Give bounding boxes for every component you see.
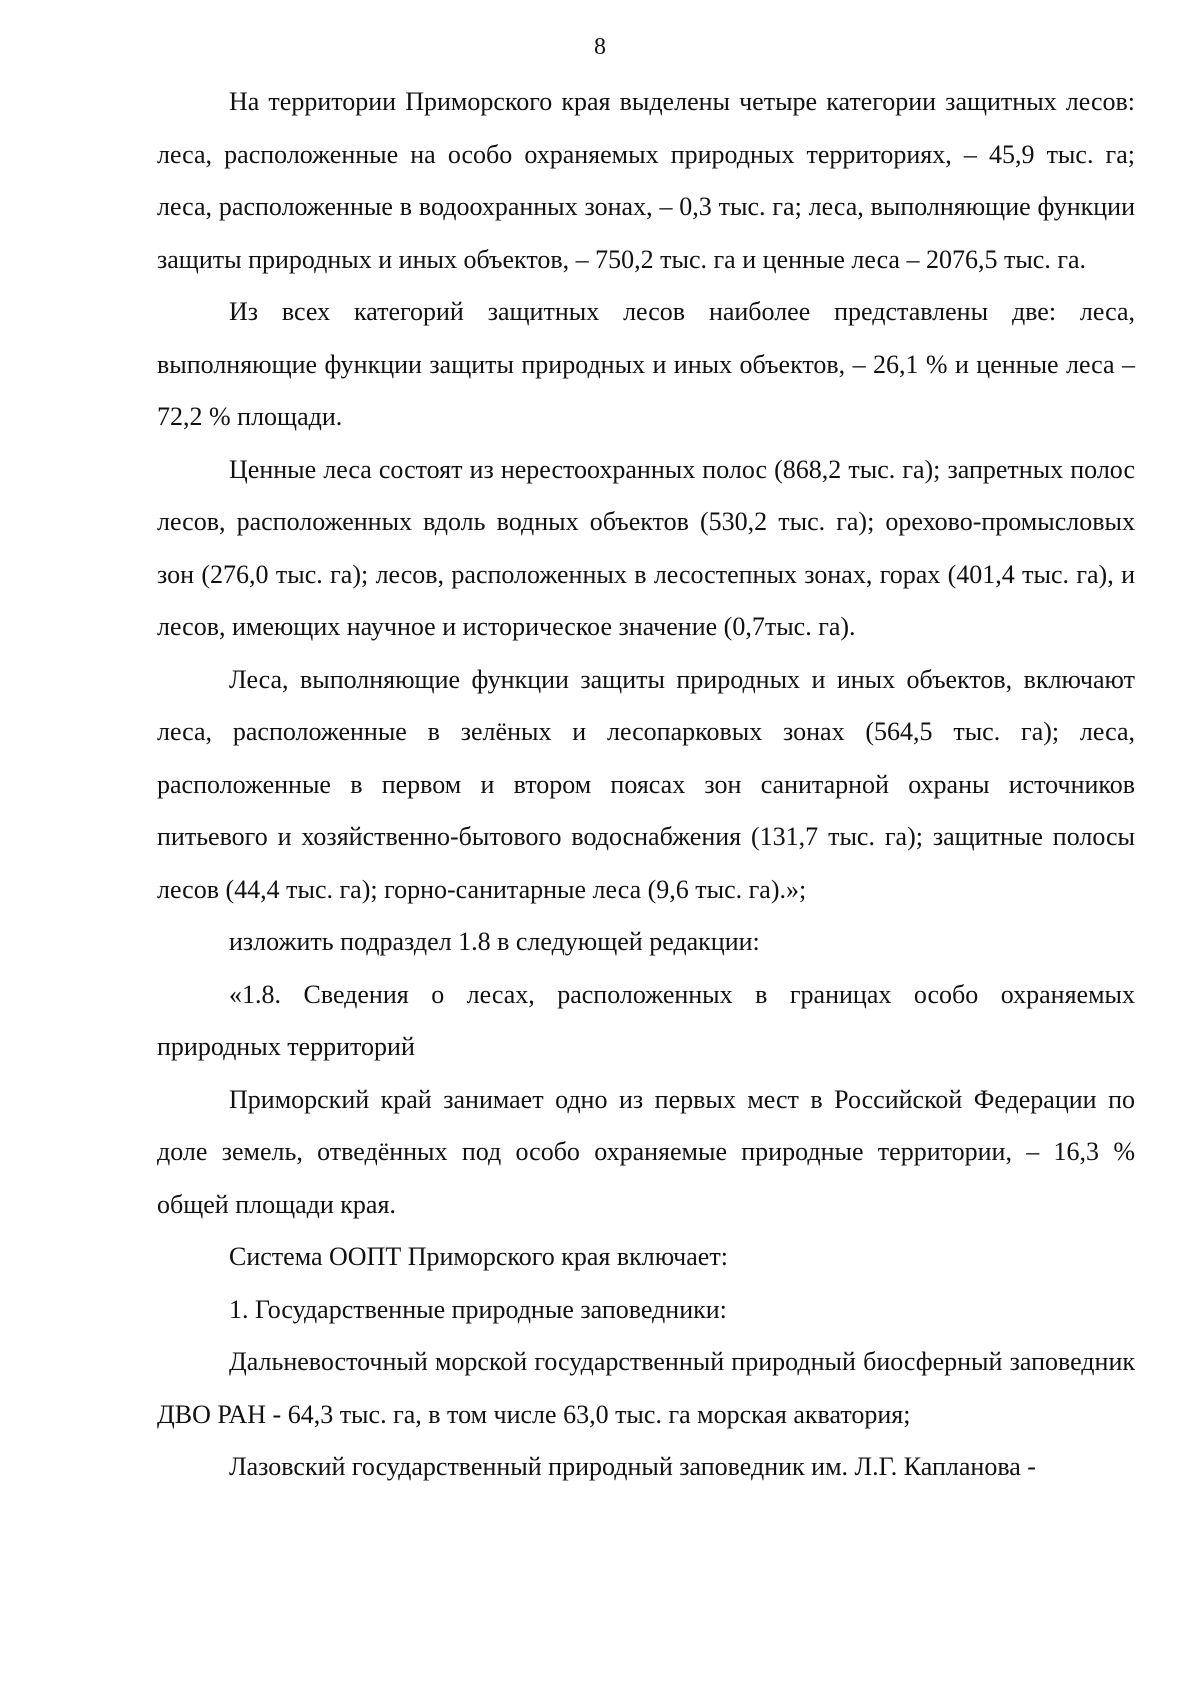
paragraph-lazovsky-reserve: Лазовский государственный природный заповедник им. Л.Г. Капланова - (229, 1452, 1036, 1481)
paragraph-system-intro: Система ООПТ Приморского края включает: (229, 1242, 728, 1271)
paragraph-protected-areas-share: Приморский край занимает одно из первых мест в Российской Федерации по доле земель, отведённых под особо охраняемые природные территории, – 16,3 % общей площади края. (157, 1084, 1135, 1219)
paragraph-most-represented-categories: Из всех категорий защитных лесов наиболее представлены две: леса, выполняющие функции защиты природных и иных объектов, – 26,1 % и ценные леса – 72,2 % площади. (157, 297, 1135, 431)
paragraph-amendment-instruction: изложить подраздел 1.8 в следующей редакции: (229, 927, 760, 956)
page-number: 8 (594, 34, 606, 60)
paragraph-protective-forest-categories: На территории Приморского края выделены четыре категории защитных лесов: леса, расположенные на особо охраняемых природных территориях, – 45,9 тыс. га; леса, расположенные в водоохранных зонах, – 0,3 тыс. га; леса, выполняющие функции защиты природных и иных объектов, – 750,2 тыс. га и ценные леса – 2076,5 тыс. га. (157, 87, 1135, 274)
section-heading-1-8: «1.8. Сведения о лесах, расположенных в границах особо охраняемых природных территорий (157, 979, 1135, 1061)
paragraph-far-eastern-marine-reserve: Дальневосточный морской государственный природный биосферный заповедник ДВО РАН - 64,3 тыс. га, в том числе 63,0 тыс. га морская акватория; (157, 1347, 1135, 1429)
paragraph-protection-function-forests: Леса, выполняющие функции защиты природных и иных объектов, включают леса, расположенные в зелёных и лесопарковых зонах (564,5 тыс. га); леса, расположенные в первом и втором поясах зон санитарной охраны источников питьевого и хозяйственно-бытового водоснабжения (131,7 тыс. га); защитные полосы лесов (44,4 тыс. га); горно-санитарные леса (9,6 тыс. га).»; (157, 664, 1135, 904)
document-body (157, 76, 1135, 1494)
paragraph-valuable-forests: Ценные леса состоят из нерестоохранных полос (868,2 тыс. га); запретных полос лесов, расположенных вдоль водных объектов (530,2 тыс. га); орехово-промысловых зон (276,0 тыс. га); лесов, расположенных в лесостепных зонах, горах (401,4 тыс. га), и лесов, имеющих научное и историческое значение (0,7тыс. га). (157, 454, 1135, 641)
list-item-state-reserves: 1. Государственные природные заповедники: (229, 1294, 727, 1324)
